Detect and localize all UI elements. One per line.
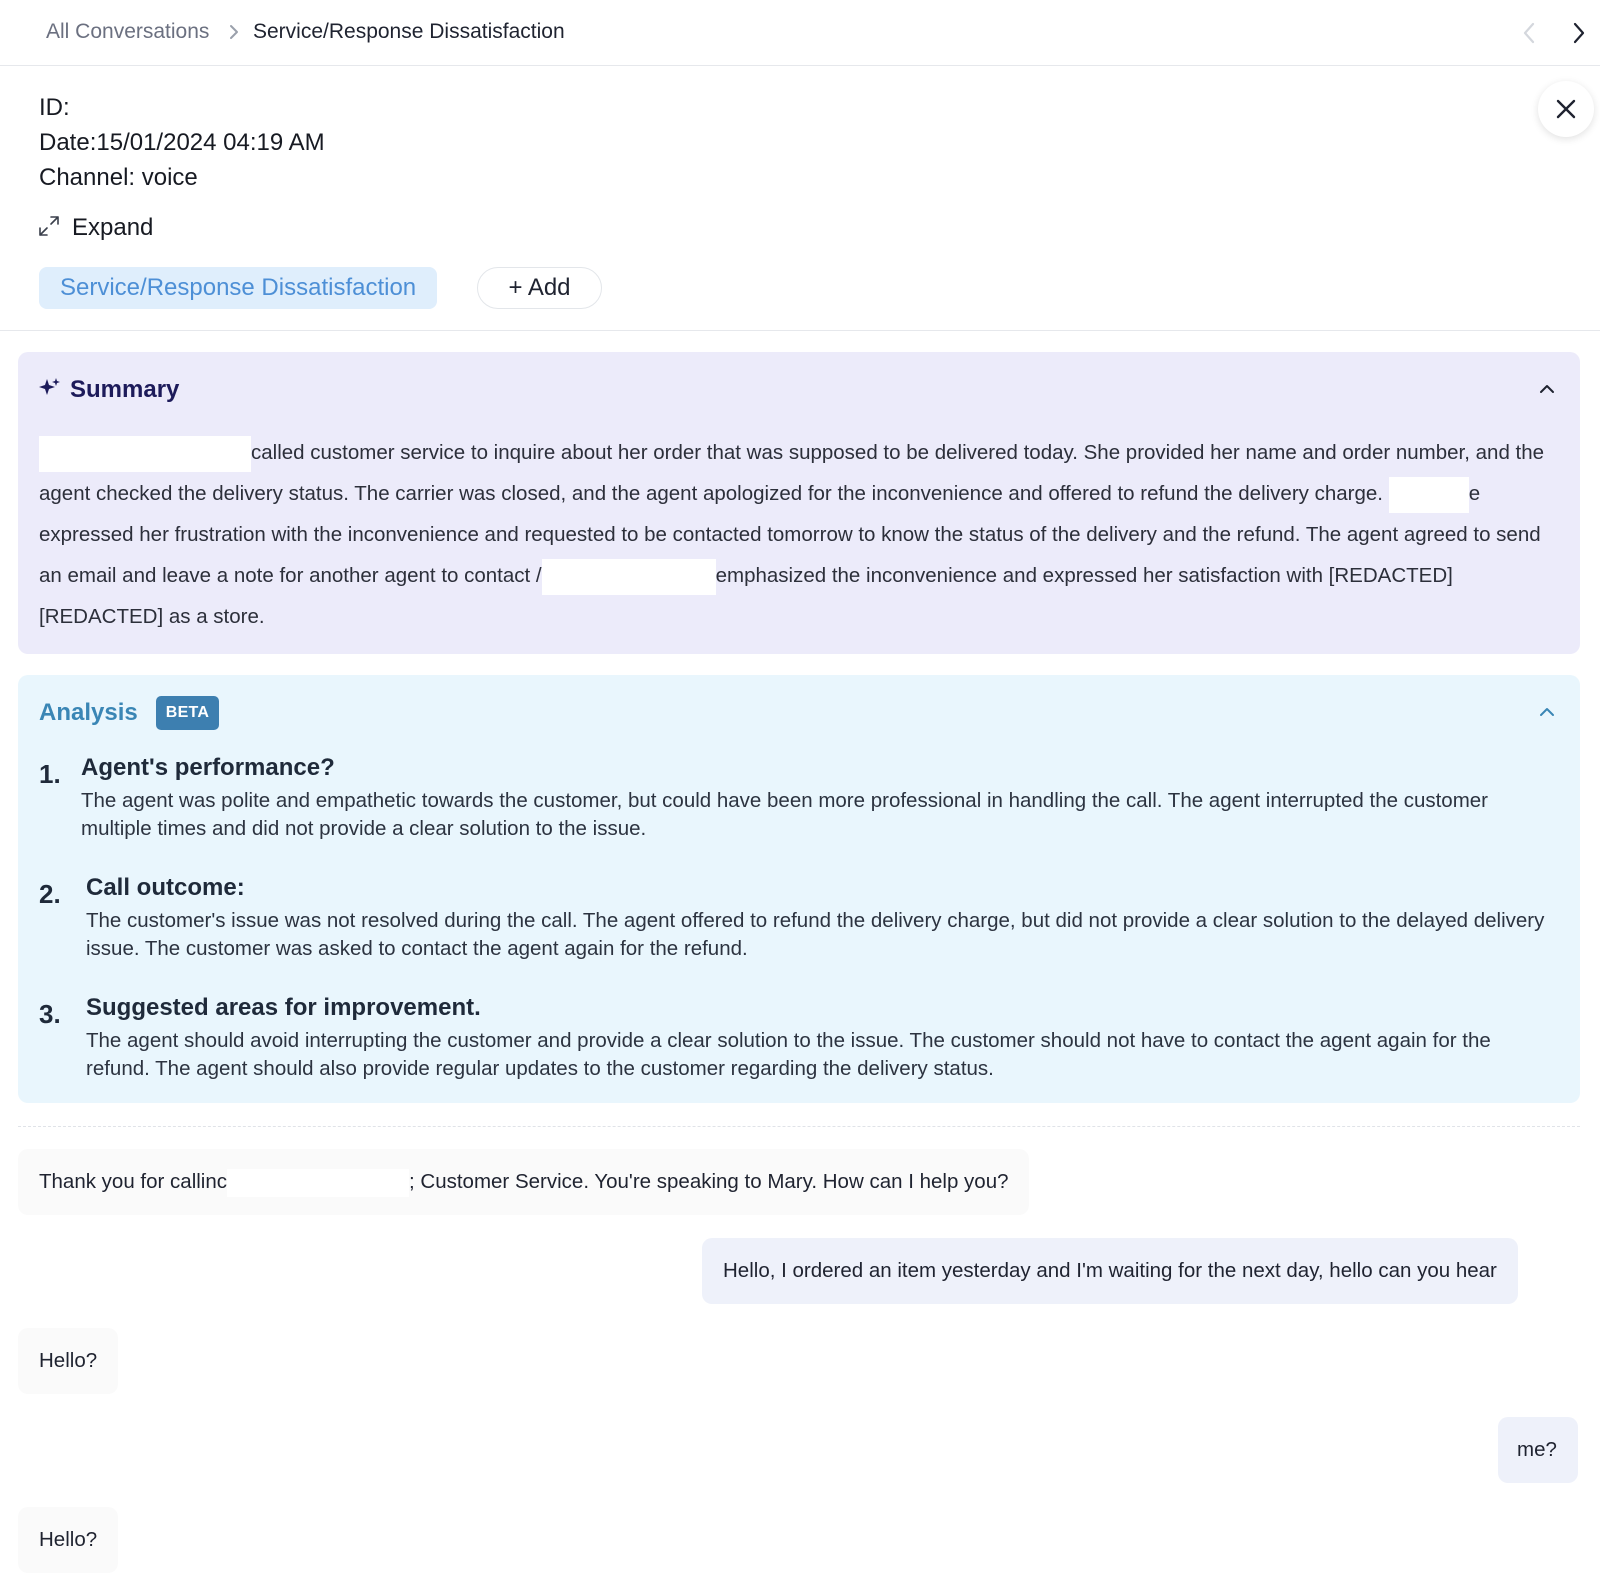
analysis-item-body: The customer's issue was not resolved during the call. The agent offered to refund the delivery charge, but did not provide a clear solution to the delayed delivery issue. The customer was asked to contact the agent again for the refund.: [86, 909, 1545, 960]
close-button[interactable]: [1538, 81, 1594, 137]
redacted-block: [1389, 477, 1469, 513]
expand-icon: [38, 215, 60, 242]
beta-badge: BETA: [156, 696, 220, 730]
meta-date: Date:15/01/2024 04:19 AM: [39, 129, 325, 156]
analysis-item-number: 3.: [39, 999, 61, 1029]
analysis-item-number: 1.: [39, 759, 61, 789]
top-bar: [0, 0, 1600, 66]
close-icon: [1555, 98, 1577, 120]
redacted-block: [39, 436, 251, 472]
analysis-item-number: 2.: [39, 879, 61, 909]
analysis-item-title: Call outcome:: [86, 874, 245, 901]
previous-conversation-button[interactable]: [1516, 18, 1542, 48]
chevron-left-icon: [1522, 21, 1536, 45]
conversation-meta: [39, 90, 325, 195]
analysis-header: [39, 695, 219, 731]
analysis-item: [39, 753, 1559, 843]
customer-message: Hello, I ordered an item yesterday and I'm waiting for the next day, hello can you hear: [702, 1238, 1518, 1304]
chevron-up-icon: [1538, 706, 1556, 718]
chevron-right-icon: [1572, 21, 1586, 45]
agent-message: Hello?: [18, 1328, 118, 1394]
summary-title: Summary: [70, 376, 180, 403]
analysis-item-title: Suggested areas for improvement.: [86, 994, 481, 1021]
analysis-item-body: The agent was polite and empathetic towards the customer, but could have been more professional in handling the call. The agent interrupted the customer multiple times and did not provide a clear solution to the issue.: [81, 789, 1489, 840]
sparkle-icon: [38, 376, 62, 405]
divider: [0, 330, 1600, 331]
analysis-title: Analysis: [39, 699, 138, 726]
redacted-block: [542, 559, 716, 595]
dashed-divider: [18, 1126, 1580, 1127]
summary-panel: [18, 352, 1580, 654]
add-tag-button[interactable]: + Add: [477, 267, 602, 309]
expand-label: Expand: [72, 214, 154, 241]
redacted-block: [227, 1169, 409, 1197]
analysis-item-title: Agent's performance?: [81, 754, 335, 781]
breadcrumb-current: Service/Response Dissatisfaction: [253, 20, 565, 43]
next-conversation-button[interactable]: [1566, 18, 1592, 48]
customer-message: me?: [1498, 1417, 1578, 1483]
analysis-item-body: The agent should avoid interrupting the customer and provide a clear solution to the issue. The customer should not have to contact the agent again for the refund. The agent should also provide regular updates to the customer regarding the delivery status.: [86, 1029, 1491, 1080]
chevron-right-icon: [226, 22, 242, 42]
chevron-up-icon: [1538, 383, 1556, 395]
expand-button[interactable]: [38, 212, 153, 244]
agent-message: Hello?: [18, 1507, 118, 1573]
agent-message: Thank you for callinc ; Customer Service. You're speaking to Mary. How can I help you?: [18, 1149, 1029, 1215]
meta-id: ID:: [39, 94, 70, 121]
collapse-analysis-button[interactable]: [1532, 697, 1562, 727]
collapse-summary-button[interactable]: [1532, 374, 1562, 404]
meta-channel: Channel: voice: [39, 164, 198, 191]
summary-text: called customer service to inquire about her order that was supposed to be delivered today. She provided her name and order number, and the agent checked the delivery status. The carrier was closed, and the agent apologized for the inconvenience and offered to refund the delivery charge. e expressed her frustration with the inconvenience and requested to be contacted tomorrow to know the status of the delivery and the refund. The agent agreed to send an email and leave a note for another agent to contact / emphasized the inconvenience and expressed her satisfaction with [REDACTED] [REDACTED] as a store.: [39, 432, 1559, 637]
analysis-item: [39, 873, 1559, 963]
summary-header: [38, 374, 179, 406]
tag-service-response-dissatisfaction[interactable]: Service/Response Dissatisfaction: [39, 267, 437, 309]
breadcrumb-all-conversations[interactable]: All Conversations: [46, 20, 210, 43]
analysis-panel: [18, 675, 1580, 1103]
analysis-item: [39, 993, 1559, 1083]
